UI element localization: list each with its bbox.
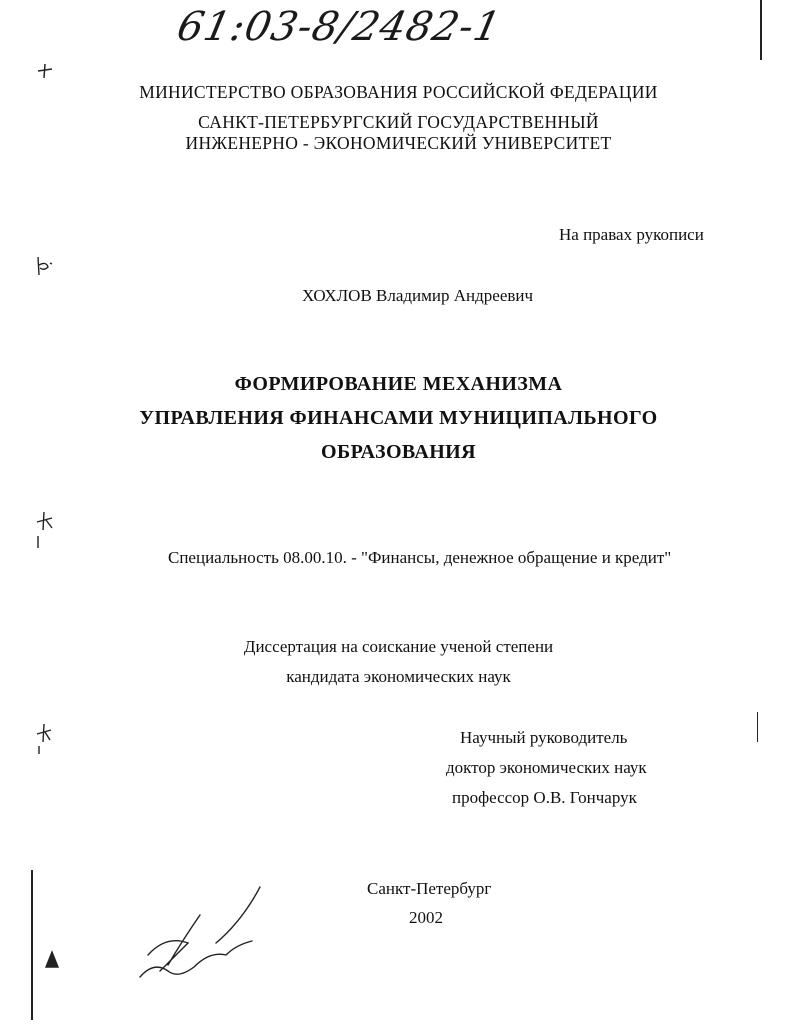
margin-mark-4 (34, 720, 54, 756)
advisor-name: профессор О.В. Гончарук (452, 788, 637, 807)
manuscript-rights-note: На правах рукописи (559, 225, 704, 244)
handwritten-catalog-code: 61:03-8/2482-1 (173, 4, 506, 50)
scan-right-tick (757, 712, 758, 742)
university-name-line1: САНКТ-ПЕТЕРБУРГСКИЙ ГОСУДАРСТВЕННЫЙ (198, 112, 599, 132)
scan-left-edge (31, 870, 33, 1020)
scan-right-edge (760, 0, 762, 60)
advisor-degree: доктор экономических наук (446, 758, 647, 777)
margin-mark-3 (34, 510, 56, 550)
margin-mark-2 (34, 255, 56, 277)
degree-line1: Диссертация на соискание ученой степени (243, 637, 554, 656)
thesis-title-line3: ОБРАЗОВАНИЯ (321, 441, 476, 463)
university-name-line2: ИНЖЕНЕРНО - ЭКОНОМИЧЕСКИЙ УНИВЕРСИТЕТ (185, 133, 612, 153)
margin-mark-5 (44, 950, 60, 970)
handwritten-signature (130, 885, 275, 985)
ministry-heading: МИНИСТЕРСТВО ОБРАЗОВАНИЯ РОССИЙСКОЙ ФЕДЕРАЦИИ (139, 82, 658, 102)
specialty-line: Специальность 08.00.10. - "Финансы, денежное обращение и кредит" (168, 548, 672, 567)
city: Санкт-Петербург (367, 879, 492, 898)
degree-line2: кандидата экономических наук (286, 667, 511, 686)
margin-mark-1 (36, 62, 54, 80)
author-name: ХОХЛОВ Владимир Андреевич (302, 286, 534, 305)
advisor-role: Научный руководитель (460, 728, 628, 747)
year: 2002 (409, 908, 443, 927)
thesis-title-line2: УПРАВЛЕНИЯ ФИНАНСАМИ МУНИЦИПАЛЬНОГО (139, 407, 658, 429)
thesis-title-line1: ФОРМИРОВАНИЕ МЕХАНИЗМА (234, 373, 563, 395)
